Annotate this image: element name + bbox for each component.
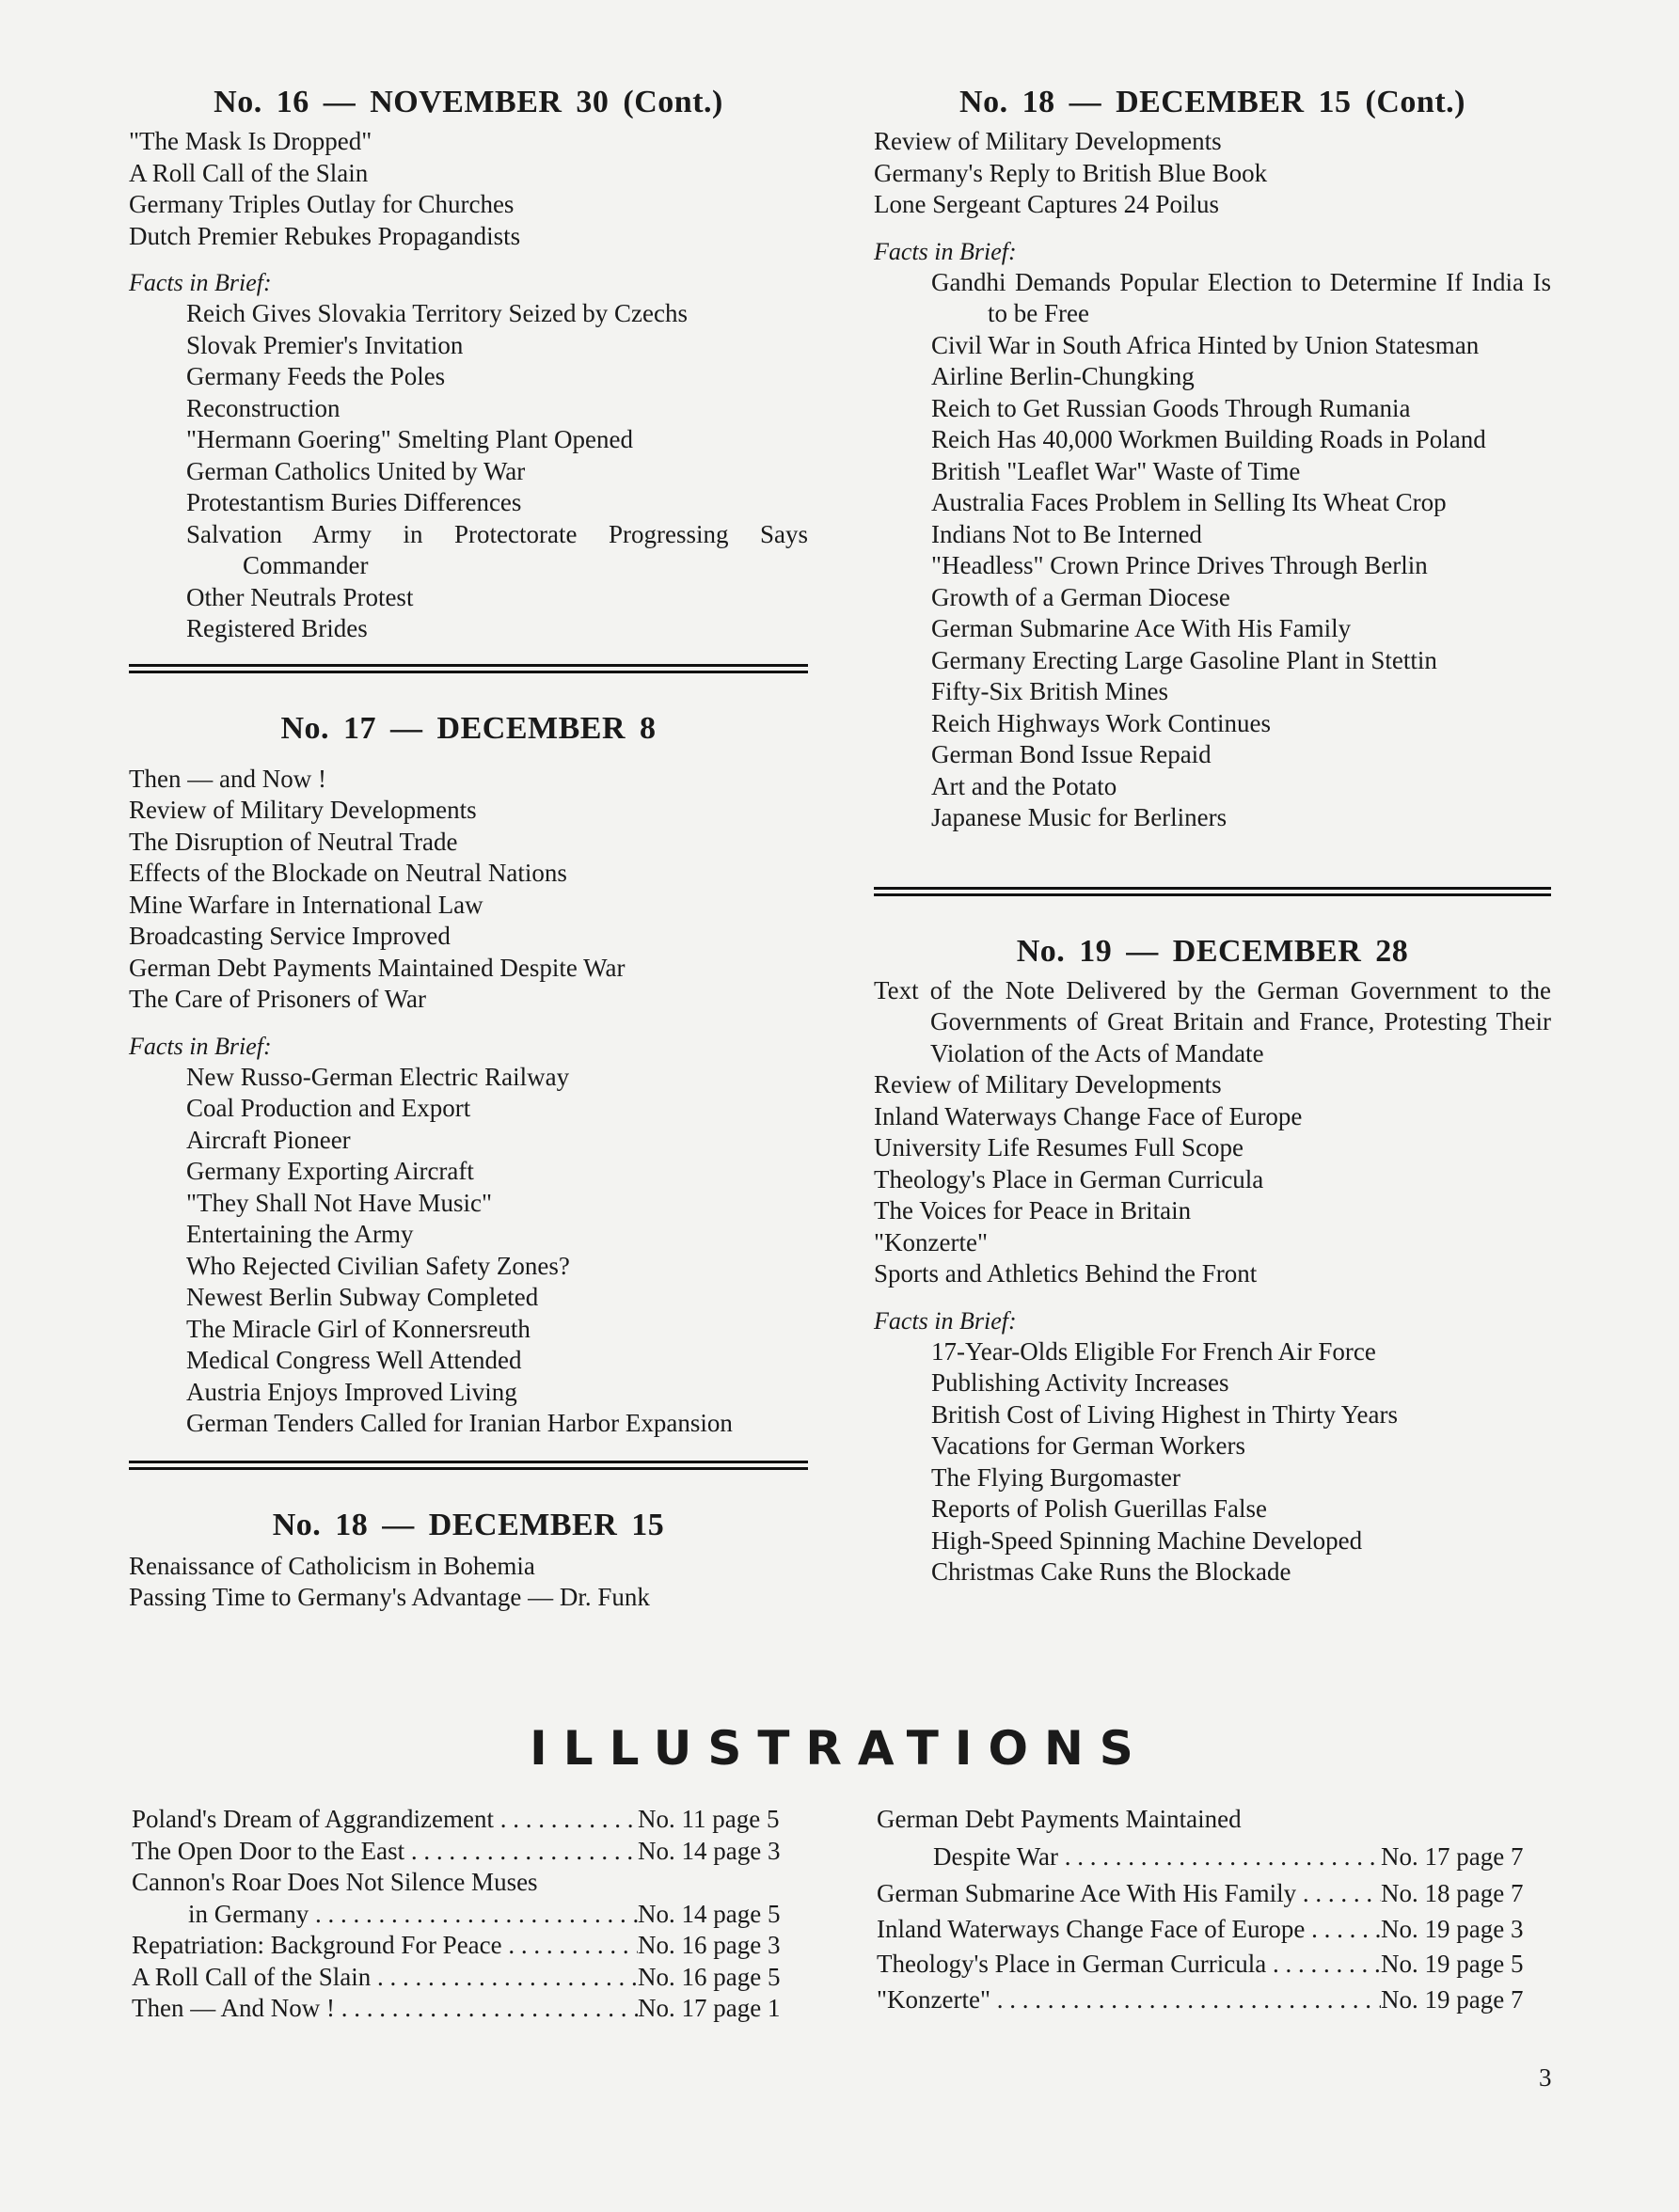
fact-item: Reconstruction	[186, 393, 341, 422]
fact-item: Registered Brides	[186, 614, 368, 642]
illustration-ref: No. 19 page 7	[1381, 1984, 1524, 2014]
illustration-entry	[132, 1993, 809, 2025]
fact-item: Reich Highways Work Continues	[931, 708, 1272, 737]
issue-header: No. 18 — DECEMBER 15 (Cont.)	[959, 85, 1465, 119]
fact-item: Reich Gives Slovakia Territory Seized by Czechs	[186, 299, 688, 327]
illustration-entry	[877, 1841, 1552, 1873]
illustration-entry	[877, 1984, 1552, 2016]
illustration-entry	[877, 1949, 1552, 1981]
fact-item: Art and the Potato	[931, 771, 1117, 800]
illustration-ref: No. 14 page 5	[638, 1899, 781, 1928]
issue-18-cont-section	[874, 85, 1551, 834]
illustration-ref: No. 14 page 3	[638, 1836, 781, 1865]
fact-item: Slovak Premier's Invitation	[186, 330, 464, 359]
illustration-entry	[132, 1804, 809, 1836]
illustration-ref: No. 18 page 7	[1381, 1879, 1524, 1907]
fact-item: Germany Exporting Aircraft	[186, 1157, 474, 1185]
fact-item: Who Rejected Civilian Safety Zones?	[186, 1251, 570, 1280]
section-divider	[129, 664, 808, 673]
fact-item: The Miracle Girl of Konnersreuth	[186, 1314, 531, 1343]
issue-header: No. 18 — DECEMBER 15	[272, 1507, 665, 1542]
illustration-title: German Submarine Ace With His Family . . .	[877, 1878, 1381, 1910]
fact-item: Civil War in South Africa Hinted by Union Statesman	[931, 330, 1480, 359]
illustration-ref: No. 11 page 5	[638, 1805, 780, 1833]
fact-item: Aircraft Pioneer	[186, 1125, 351, 1154]
fact-item: Austria Enjoys Improved Living	[186, 1377, 517, 1406]
fact-item: Reich to Get Russian Goods Through Rumania	[931, 393, 1411, 422]
article-title: Germany's Reply to British Blue Book	[874, 158, 1268, 187]
illustration-title: in Germany . . .	[132, 1899, 638, 1931]
fact-item: British "Leaflet War" Waste of Time	[931, 456, 1301, 485]
illustration-entry	[132, 1930, 809, 1962]
issue-header: No. 16 — NOVEMBER 30 (Cont.)	[214, 85, 723, 119]
fact-item: Japanese Music for Berliners	[931, 803, 1228, 831]
article-title: A Roll Call of the Slain	[129, 158, 369, 187]
fact-item: Coal Production and Export	[186, 1094, 471, 1122]
article-title: Theology's Place in German Curricula	[874, 1164, 1264, 1193]
fact-item: Salvation Army in Protectorate Progressing Says Commander	[186, 519, 808, 579]
article-title: Renaissance of Catholicism in Bohemia	[129, 1551, 535, 1580]
illustration-title-line1: German Debt Payments Maintained	[877, 1805, 1242, 1833]
article-title: Lone Sergeant Captures 24 Poilus	[874, 190, 1219, 218]
fact-item: Growth of a German Diocese	[931, 582, 1230, 611]
fact-item: 17-Year-Olds Eligible For French Air Force	[931, 1336, 1376, 1366]
fact-item: Christmas Cake Runs the Blockade	[931, 1557, 1291, 1586]
article-title: "The Mask Is Dropped"	[129, 127, 372, 155]
facts-in-brief-label: Facts in Brief:	[874, 1306, 1017, 1335]
fact-item: German Tenders Called for Iranian Harbor Expansion	[186, 1409, 733, 1437]
issue-16-section	[129, 85, 808, 645]
illustration-title: Theology's Place in German Curricula . . .	[877, 1949, 1381, 1981]
issue-19-section	[874, 934, 1551, 1588]
illustrations-left-list	[132, 1804, 809, 2025]
article-title: Text of the Note Delivered by the German Government to the Governments of Great Britain and France, Protesting Their Violation of the Acts of Mandate	[874, 975, 1551, 1067]
fact-item: Australia Faces Problem in Selling Its Wheat Crop	[931, 488, 1447, 516]
fact-item: Publishing Activity Increases	[931, 1368, 1229, 1397]
fact-item: "Hermann Goering" Smelting Plant Opened	[186, 425, 633, 453]
article-title: The Disruption of Neutral Trade	[129, 827, 458, 856]
illustration-title: Despite War . . .	[877, 1841, 1381, 1873]
page-number: 3	[1539, 2063, 1552, 2092]
issue-header: No. 19 — DECEMBER 28	[1016, 933, 1409, 969]
fact-item: High-Speed Spinning Machine Developed	[931, 1525, 1363, 1555]
left-column	[129, 85, 808, 1614]
article-title: Review of Military Developments	[874, 1070, 1222, 1098]
issue-header: No. 17 — DECEMBER 8	[280, 710, 657, 746]
article-title: The Voices for Peace in Britain	[874, 1196, 1192, 1224]
article-title: Germany Triples Outlay for Churches	[129, 190, 515, 218]
fact-item: German Bond Issue Repaid	[931, 740, 1212, 768]
illustration-title: Poland's Dream of Aggrandizement . . .	[132, 1804, 638, 1836]
fact-item: The Flying Burgomaster	[931, 1462, 1180, 1492]
fact-item: Indians Not to Be Interned	[931, 519, 1202, 548]
fact-item: New Russo-German Electric Railway	[186, 1062, 570, 1091]
fact-item: Fifty-Six British Mines	[931, 677, 1169, 705]
fact-item: German Submarine Ace With His Family	[931, 614, 1352, 642]
illustration-ref: No. 19 page 3	[1381, 1914, 1524, 1943]
article-title: Effects of the Blockade on Neutral Nations	[129, 859, 567, 887]
article-title: "Konzerte"	[874, 1227, 988, 1256]
illustration-title: Repatriation: Background For Peace . . .	[132, 1930, 638, 1962]
fact-item: Reports of Polish Guerillas False	[931, 1494, 1267, 1523]
illustrations-right-list	[877, 1804, 1552, 2015]
article-title: Sports and Athletics Behind the Front	[874, 1259, 1258, 1288]
illustration-title-line1: Cannon's Roar Does Not Silence Muses	[132, 1868, 538, 1896]
right-column	[874, 85, 1551, 1588]
article-title: Review of Military Developments	[129, 796, 477, 824]
article-title: Broadcasting Service Improved	[129, 922, 451, 950]
illustration-entry	[877, 1878, 1552, 1910]
issue-17-section	[129, 711, 808, 1440]
fact-item: Gandhi Demands Popular Election to Determine If India Is to be Free	[931, 267, 1551, 327]
illustration-entry	[132, 1836, 809, 1868]
article-title: Then — and Now !	[129, 764, 326, 793]
illustration-ref: No. 17 page 1	[638, 1994, 781, 2022]
illustration-ref: No. 19 page 5	[1381, 1950, 1524, 1978]
illustration-entry	[132, 1899, 809, 1931]
facts-in-brief-label: Facts in Brief:	[874, 237, 1017, 265]
illustration-ref: No. 17 page 7	[1381, 1841, 1524, 1871]
fact-item: Airline Berlin-Chungking	[931, 362, 1195, 390]
illustration-ref: No. 16 page 5	[638, 1962, 781, 1991]
section-divider	[874, 887, 1551, 896]
fact-item: "Headless" Crown Prince Drives Through Berlin	[931, 551, 1428, 579]
illustration-title: A Roll Call of the Slain . . .	[132, 1962, 638, 1994]
illustration-title: The Open Door to the East . . .	[132, 1836, 638, 1868]
article-title: Dutch Premier Rebukes Propagandists	[129, 221, 521, 250]
illustration-title: Then — And Now ! . . .	[132, 1993, 638, 2025]
facts-in-brief-label: Facts in Brief:	[129, 1032, 272, 1060]
illustration-title: "Konzerte" . . .	[877, 1984, 1381, 2016]
fact-item: Reich Has 40,000 Workmen Building Roads in Poland	[931, 425, 1486, 453]
fact-item: British Cost of Living Highest in Thirty Years	[931, 1399, 1399, 1429]
article-title: Inland Waterways Change Face of Europe	[874, 1101, 1303, 1130]
fact-item: Vacations for German Workers	[931, 1431, 1245, 1460]
article-title: University Life Resumes Full Scope	[874, 1133, 1243, 1161]
fact-item: Other Neutrals Protest	[186, 582, 414, 611]
article-title: German Debt Payments Maintained Despite War	[129, 953, 626, 982]
illustration-ref: No. 16 page 3	[638, 1931, 781, 1959]
fact-item: Germany Erecting Large Gasoline Plant in Stettin	[931, 645, 1437, 674]
article-title: Passing Time to Germany's Advantage — Dr. Funk	[129, 1583, 650, 1611]
section-divider	[129, 1461, 808, 1470]
fact-item: Entertaining the Army	[186, 1220, 414, 1248]
article-title: The Care of Prisoners of War	[129, 985, 426, 1013]
fact-item: Protestantism Buries Differences	[186, 488, 522, 516]
illustration-entry	[132, 1962, 809, 1994]
fact-item: German Catholics United by War	[186, 456, 526, 485]
article-title: Review of Military Developments	[874, 127, 1222, 155]
illustration-entry	[877, 1914, 1552, 1946]
issue-18-section	[129, 1508, 808, 1614]
facts-in-brief-label: Facts in Brief:	[129, 269, 272, 296]
illustrations-heading: ILLUSTRATIONS	[530, 1721, 1149, 1776]
article-title: Mine Warfare in International Law	[129, 890, 483, 919]
fact-item: Newest Berlin Subway Completed	[186, 1283, 539, 1311]
fact-item: Medical Congress Well Attended	[186, 1346, 522, 1374]
illustration-title: Inland Waterways Change Face of Europe . . .	[877, 1914, 1381, 1946]
fact-item: "They Shall Not Have Music"	[186, 1188, 492, 1217]
fact-item: Germany Feeds the Poles	[186, 362, 446, 390]
